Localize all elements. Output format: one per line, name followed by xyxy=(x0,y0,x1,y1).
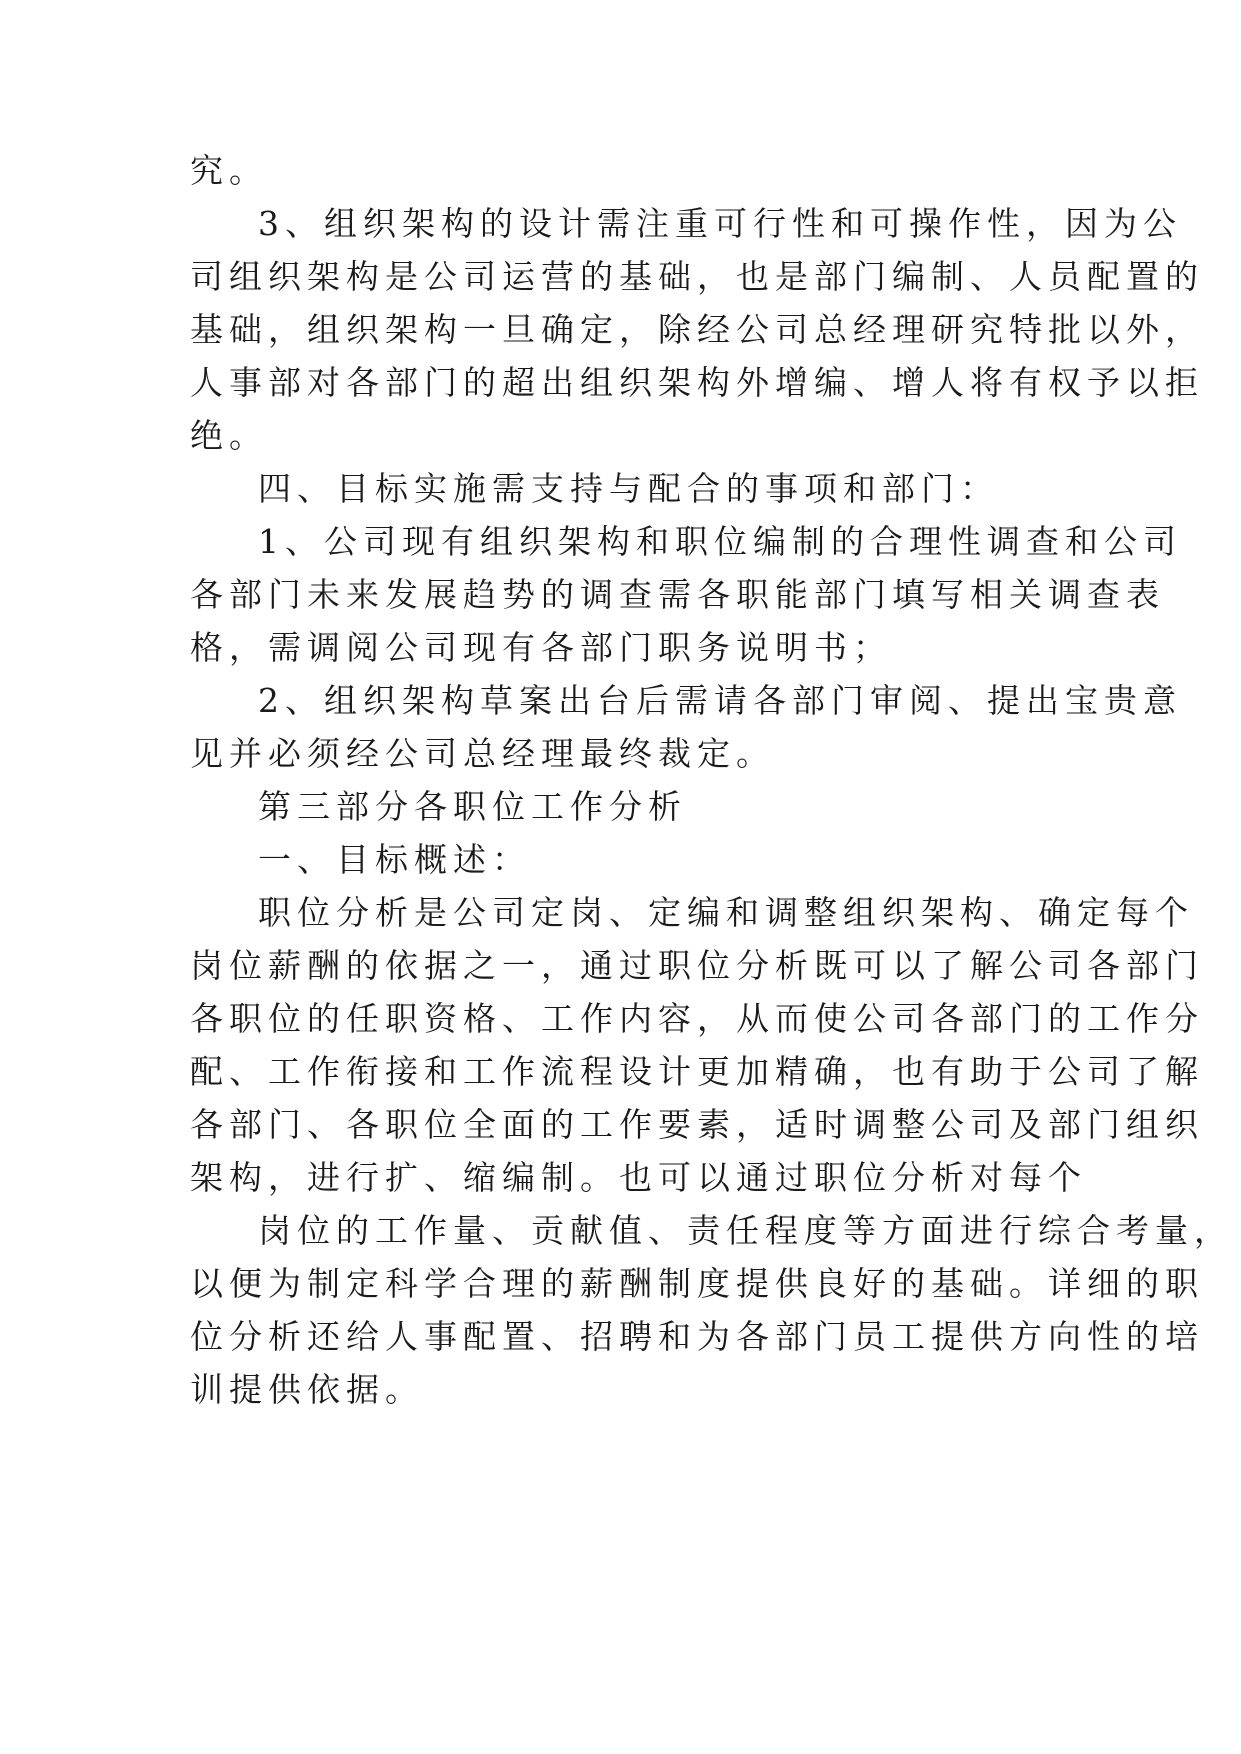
text-line: 司组织架构是公司运营的基础，也是部门编制、人员配置的 xyxy=(190,257,1204,296)
text-line: 绝。 xyxy=(190,416,268,455)
text-line: 人事部对各部门的超出组织架构外增编、增人将有权予以拒 xyxy=(190,363,1204,402)
text-line: 四、目标实施需支持与配合的事项和部门： xyxy=(258,469,999,508)
text-line: 1、公司现有组织架构和职位编制的合理性调查和公司 xyxy=(258,522,1182,561)
text-line: 架构，进行扩、缩编制。也可以通过职位分析对每个 xyxy=(190,1158,1087,1197)
text-line: 位分析还给人事配置、招聘和为各部门员工提供方向性的培 xyxy=(190,1317,1204,1356)
text-line: 2、组织架构草案出台后需请各部门审阅、提出宝贵意 xyxy=(258,681,1182,720)
text-line: 职位分析是公司定岗、定编和调整组织架构、确定每个 xyxy=(258,893,1194,932)
text-line: 各部门、各职位全面的工作要素，适时调整公司及部门组织 xyxy=(190,1105,1204,1144)
text-line: 各部门未来发展趋势的调查需各职能部门填写相关调查表 xyxy=(190,575,1165,614)
text-line: 究。 xyxy=(190,151,268,190)
text-line: 岗位的工作量、贡献值、责任程度等方面进行综合考量， xyxy=(258,1211,1233,1250)
text-line: 训提供依据。 xyxy=(190,1370,424,1409)
section-heading: 第三部分各职位工作分析 xyxy=(258,787,687,826)
text-line: 3、组织架构的设计需注重可行性和可操作性，因为公 xyxy=(258,204,1182,243)
text-line: 岗位薪酬的依据之一，通过职位分析既可以了解公司各部门 xyxy=(190,946,1204,985)
text-line: 配、工作衔接和工作流程设计更加精确，也有助于公司了解 xyxy=(190,1052,1204,1091)
text-line: 基础，组织架构一旦确定，除经公司总经理研究特批以外， xyxy=(190,310,1204,349)
text-line: 各职位的任职资格、工作内容，从而使公司各部门的工作分 xyxy=(190,999,1204,1038)
text-line: 以便为制定科学合理的薪酬制度提供良好的基础。详细的职 xyxy=(190,1264,1204,1303)
text-line: 格，需调阅公司现有各部门职务说明书； xyxy=(190,628,892,667)
subsection-heading: 一、目标概述： xyxy=(258,840,531,879)
text-line: 见并必须经公司总经理最终裁定。 xyxy=(190,734,775,773)
